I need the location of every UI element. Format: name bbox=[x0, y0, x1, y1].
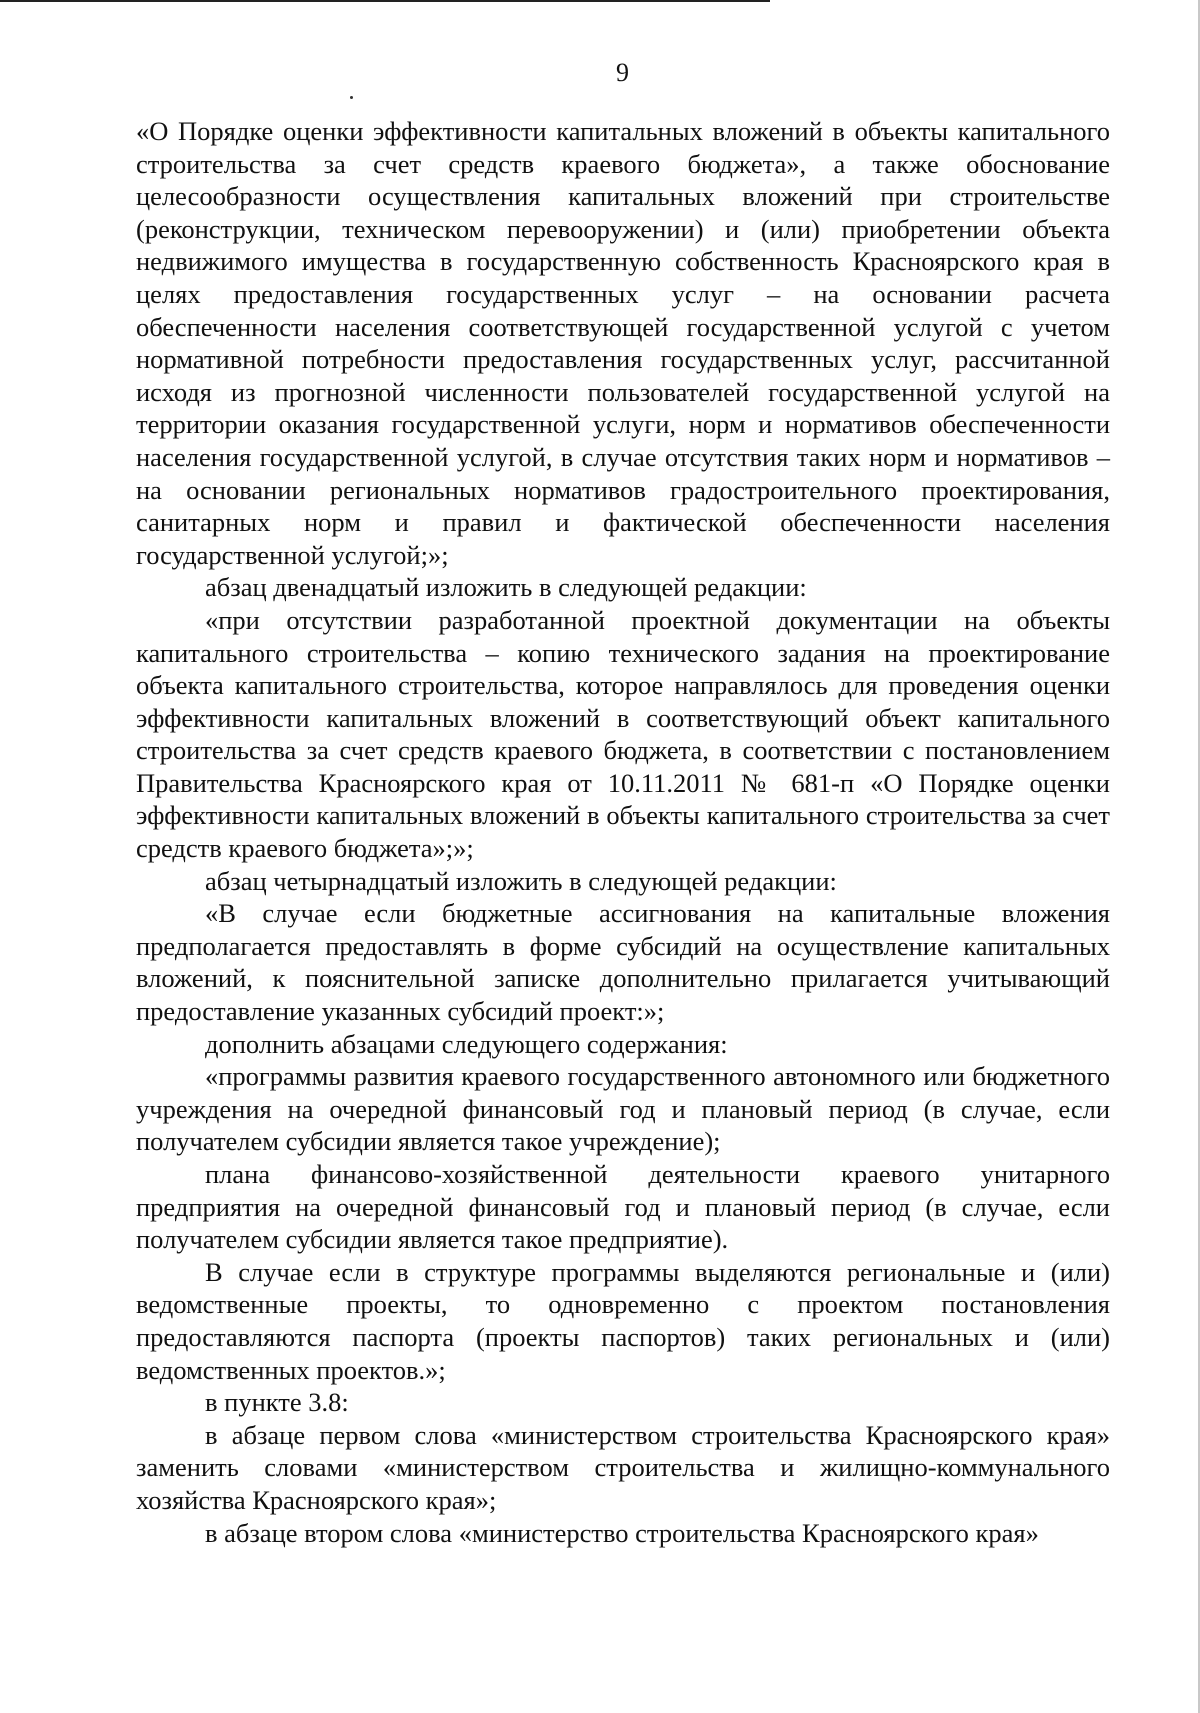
paragraph-continuation: «О Порядке оценки эффективности капитальных вложений в объекты капитального строительства за счет средств краевого бюджета», а также обоснование целесообразности осуществления капитальных вложений при строительстве (реконструкции, техническом перевооружении) и (или) приобретении объекта недвижимого имущества в государственную собственность Красноярского края в целях предоставления государственных услуг – на основании расчета обеспеченности населения соответствующей государственной услугой с учетом нормативной потребности предоставления государственных услуг, рассчитанной исходя из прогнозной численности пользователей государственной услугой на территории оказания государственной услуги, норм и нормативов обеспеченности населения государственной услугой, в случае отсутствия таких норм и нормативов – на основании региональных нормативов градостроительного проектирования, санитарных норм и правил и фактической обеспеченности населения государственной услугой;»; bbox=[136, 116, 1110, 570]
document-body bbox=[136, 115, 1110, 1549]
paragraph-second-abzac: в абзаце втором слова «министерство строительства Красноярского края» bbox=[205, 1517, 1039, 1548]
paragraph-financial-plan: плана финансово-хозяйственной деятельности краевого унитарного предприятия на очередной финансовый год и плановый период (в случае, если получателем субсидии является такое предприятие). bbox=[136, 1159, 1110, 1255]
paragraph-instruction-add: дополнить абзацами следующего содержания: bbox=[205, 1028, 728, 1059]
paragraph-quote-14: «В случае если бюджетные ассигнования на капитальные вложения предполагается предоставлять в форме субсидий на осуществление капитальных вложений, к пояснительной записке дополнительно прилагается учитывающий предоставление указанных субсидий проект:»; bbox=[136, 898, 1110, 1027]
scan-edge-top bbox=[0, 0, 770, 2]
paragraph-program-development: «программы развития краевого государственного автономного или бюджетного учреждения на очередной финансовый год и плановый период (в случае, если получателем субсидии является такое учреждение); bbox=[136, 1061, 1110, 1157]
paragraph-first-abzac: в абзаце первом слова «министерством строительства Красноярского края» заменить словами «министерством строительства и жилищно-коммунального хозяйства Красноярского края»; bbox=[136, 1419, 1110, 1515]
paragraph-instruction-14: абзац четырнадцатый изложить в следующей редакции: bbox=[205, 865, 837, 896]
paragraph-clause-3-8: в пункте 3.8: bbox=[205, 1387, 349, 1418]
paragraph-regional-projects: В случае если в структуре программы выделяются региональные и (или) ведомственные проекты, то одновременно с проектом постановления предоставляются паспорта (проекты паспортов) таких региональных и (или) ведомственных проектов.»; bbox=[136, 1256, 1110, 1385]
page-number: 9 bbox=[616, 58, 629, 87]
paragraph-quote-12: «при отсутствии разработанной проектной документации на объекты капитального строительства – копию технического задания на проектирование объекта капитального строительства, которое направлялось для проведения оценки эффективности капитальных вложений в соответствующий объект капитального строительства за счет средств краевого бюджета, в соответствии с постановлением Правительства Красноярского края от 10.11.2011 № 681-п «О Порядке оценки эффективности капитальных вложений в объекты капитального строительства за счет средств краевого бюджета»;»; bbox=[136, 604, 1110, 864]
scan-speck bbox=[350, 96, 353, 99]
paragraph-instruction-12: абзац двенадцатый изложить в следующей редакции: bbox=[205, 572, 807, 603]
